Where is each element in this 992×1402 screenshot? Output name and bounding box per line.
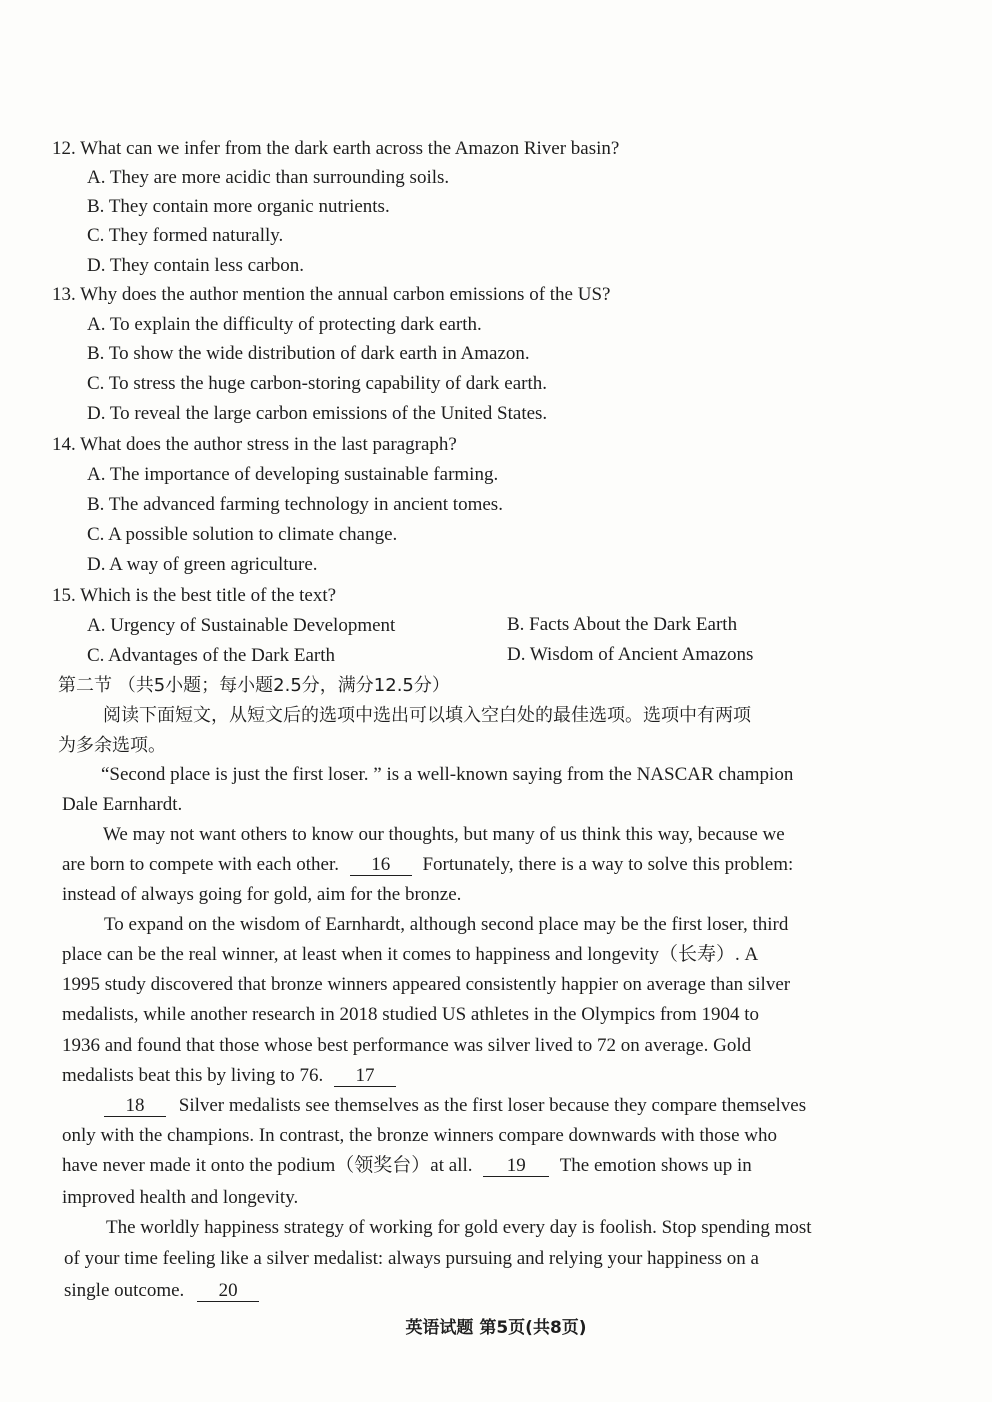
q12-option-a: A. They are more acidic than surrounding soils.: [87, 167, 450, 188]
passage-p5-line-3-text: single outcome.: [64, 1280, 185, 1301]
question-12-stem: 12. What can we infer from the dark earth across the Amazon River basin?: [52, 138, 620, 159]
passage-p2-line-1: We may not want others to know our thoughts, but many of us think this way, because we: [103, 824, 785, 845]
blank-18: 18: [104, 1096, 166, 1117]
q15-option-b: B. Facts About the Dark Earth: [507, 614, 738, 635]
q13-option-b: B. To show the wide distribution of dark earth in Amazon.: [87, 343, 530, 364]
passage-p3-line-2: place can be the real winner, at least when it comes to happiness and longevity（长寿）. A: [62, 944, 759, 965]
passage-p4-line-3: [62, 1154, 752, 1178]
passage-p2-line-3: instead of always going for gold, aim for the bronze.: [62, 884, 462, 905]
section-heading: 第二节 （共5小题；每小题2.5分，满分12.5分）: [58, 675, 450, 696]
passage-p2-line-2-start: are born to compete with each other.: [62, 854, 339, 875]
question-15-stem: 15. Which is the best title of the text?: [52, 585, 337, 606]
q13-option-a: A. To explain the difficulty of protecting dark earth.: [87, 314, 482, 335]
q14-option-b: B. The advanced farming technology in ancient tomes.: [87, 494, 503, 515]
q15-option-c: C. Advantages of the Dark Earth: [87, 645, 335, 666]
blank-19: 19: [483, 1156, 549, 1177]
passage-p5-line-3: [64, 1279, 259, 1303]
blank-17: 17: [334, 1066, 396, 1087]
question-13-stem: 13. Why does the author mention the annual carbon emissions of the US?: [52, 284, 611, 305]
q14-option-a: A. The importance of developing sustainable farming.: [87, 464, 499, 485]
q14-option-c: C. A possible solution to climate change.: [87, 524, 398, 545]
q12-option-c: C. They formed naturally.: [87, 225, 284, 246]
section-instruction-line-2: 为多余选项。: [58, 735, 166, 756]
passage-p4-line-1-text: Silver medalists see themselves as the first loser because they compare themselves: [178, 1095, 807, 1116]
passage-p4-line-2: only with the champions. In contrast, the bronze winners compare downwards with those who: [62, 1125, 777, 1146]
passage-p4-line-3-start: have never made it onto the podium（领奖台）at all.: [62, 1155, 473, 1176]
q12-option-b: B. They contain more organic nutrients.: [87, 196, 390, 217]
passage-p4-line-1: [104, 1094, 806, 1118]
blank-16: 16: [350, 855, 412, 876]
q15-option-d: D. Wisdom of Ancient Amazons: [507, 644, 754, 665]
passage-p3-line-6: [62, 1064, 396, 1088]
passage-p5-line-2: of your time feeling like a silver medalist: always pursuing and relying your happiness on a: [64, 1248, 759, 1269]
passage-p2-line-2-end: Fortunately, there is a way to solve this problem:: [422, 854, 794, 875]
section-instruction-line-1: 阅读下面短文，从短文后的选项中选出可以填入空白处的最佳选项。选项中有两项: [103, 705, 751, 726]
passage-p3-line-1: To expand on the wisdom of Earnhardt, although second place may be the first loser, third: [104, 914, 789, 935]
q12-option-d: D. They contain less carbon.: [87, 255, 305, 276]
passage-p1-line-1: “Second place is just the first loser. ” is a well-known saying from the NASCAR champion: [101, 764, 794, 785]
passage-p3-line-4: medalists, while another research in 2018 studied US athletes in the Olympics from 1904 to: [62, 1004, 760, 1025]
passage-p3-line-5: 1936 and found that those whose best performance was silver lived to 72 on average. Gold: [62, 1035, 752, 1056]
passage-p2-line-2: [62, 853, 793, 877]
blank-20: 20: [197, 1281, 259, 1302]
passage-p5-line-1: The worldly happiness strategy of working for gold every day is foolish. Stop spending most: [106, 1217, 812, 1238]
page-footer: 英语试题 第5页(共8页): [405, 1318, 587, 1338]
q13-option-d: D. To reveal the large carbon emissions of the United States.: [87, 403, 548, 424]
question-14-stem: 14. What does the author stress in the last paragraph?: [52, 434, 457, 455]
q15-option-a: A. Urgency of Sustainable Development: [87, 615, 396, 636]
q14-option-d: D. A way of green agriculture.: [87, 554, 318, 575]
passage-p4-line-3-end: The emotion shows up in: [559, 1155, 752, 1176]
passage-p1-line-2: Dale Earnhardt.: [62, 794, 183, 815]
passage-p3-line-6-text: medalists beat this by living to 76.: [62, 1065, 324, 1086]
passage-p3-line-3: 1995 study discovered that bronze winners appeared consistently happier on average than silver: [62, 974, 791, 995]
passage-p4-line-4: improved health and longevity.: [62, 1187, 299, 1208]
q13-option-c: C. To stress the huge carbon-storing capability of dark earth.: [87, 373, 547, 394]
